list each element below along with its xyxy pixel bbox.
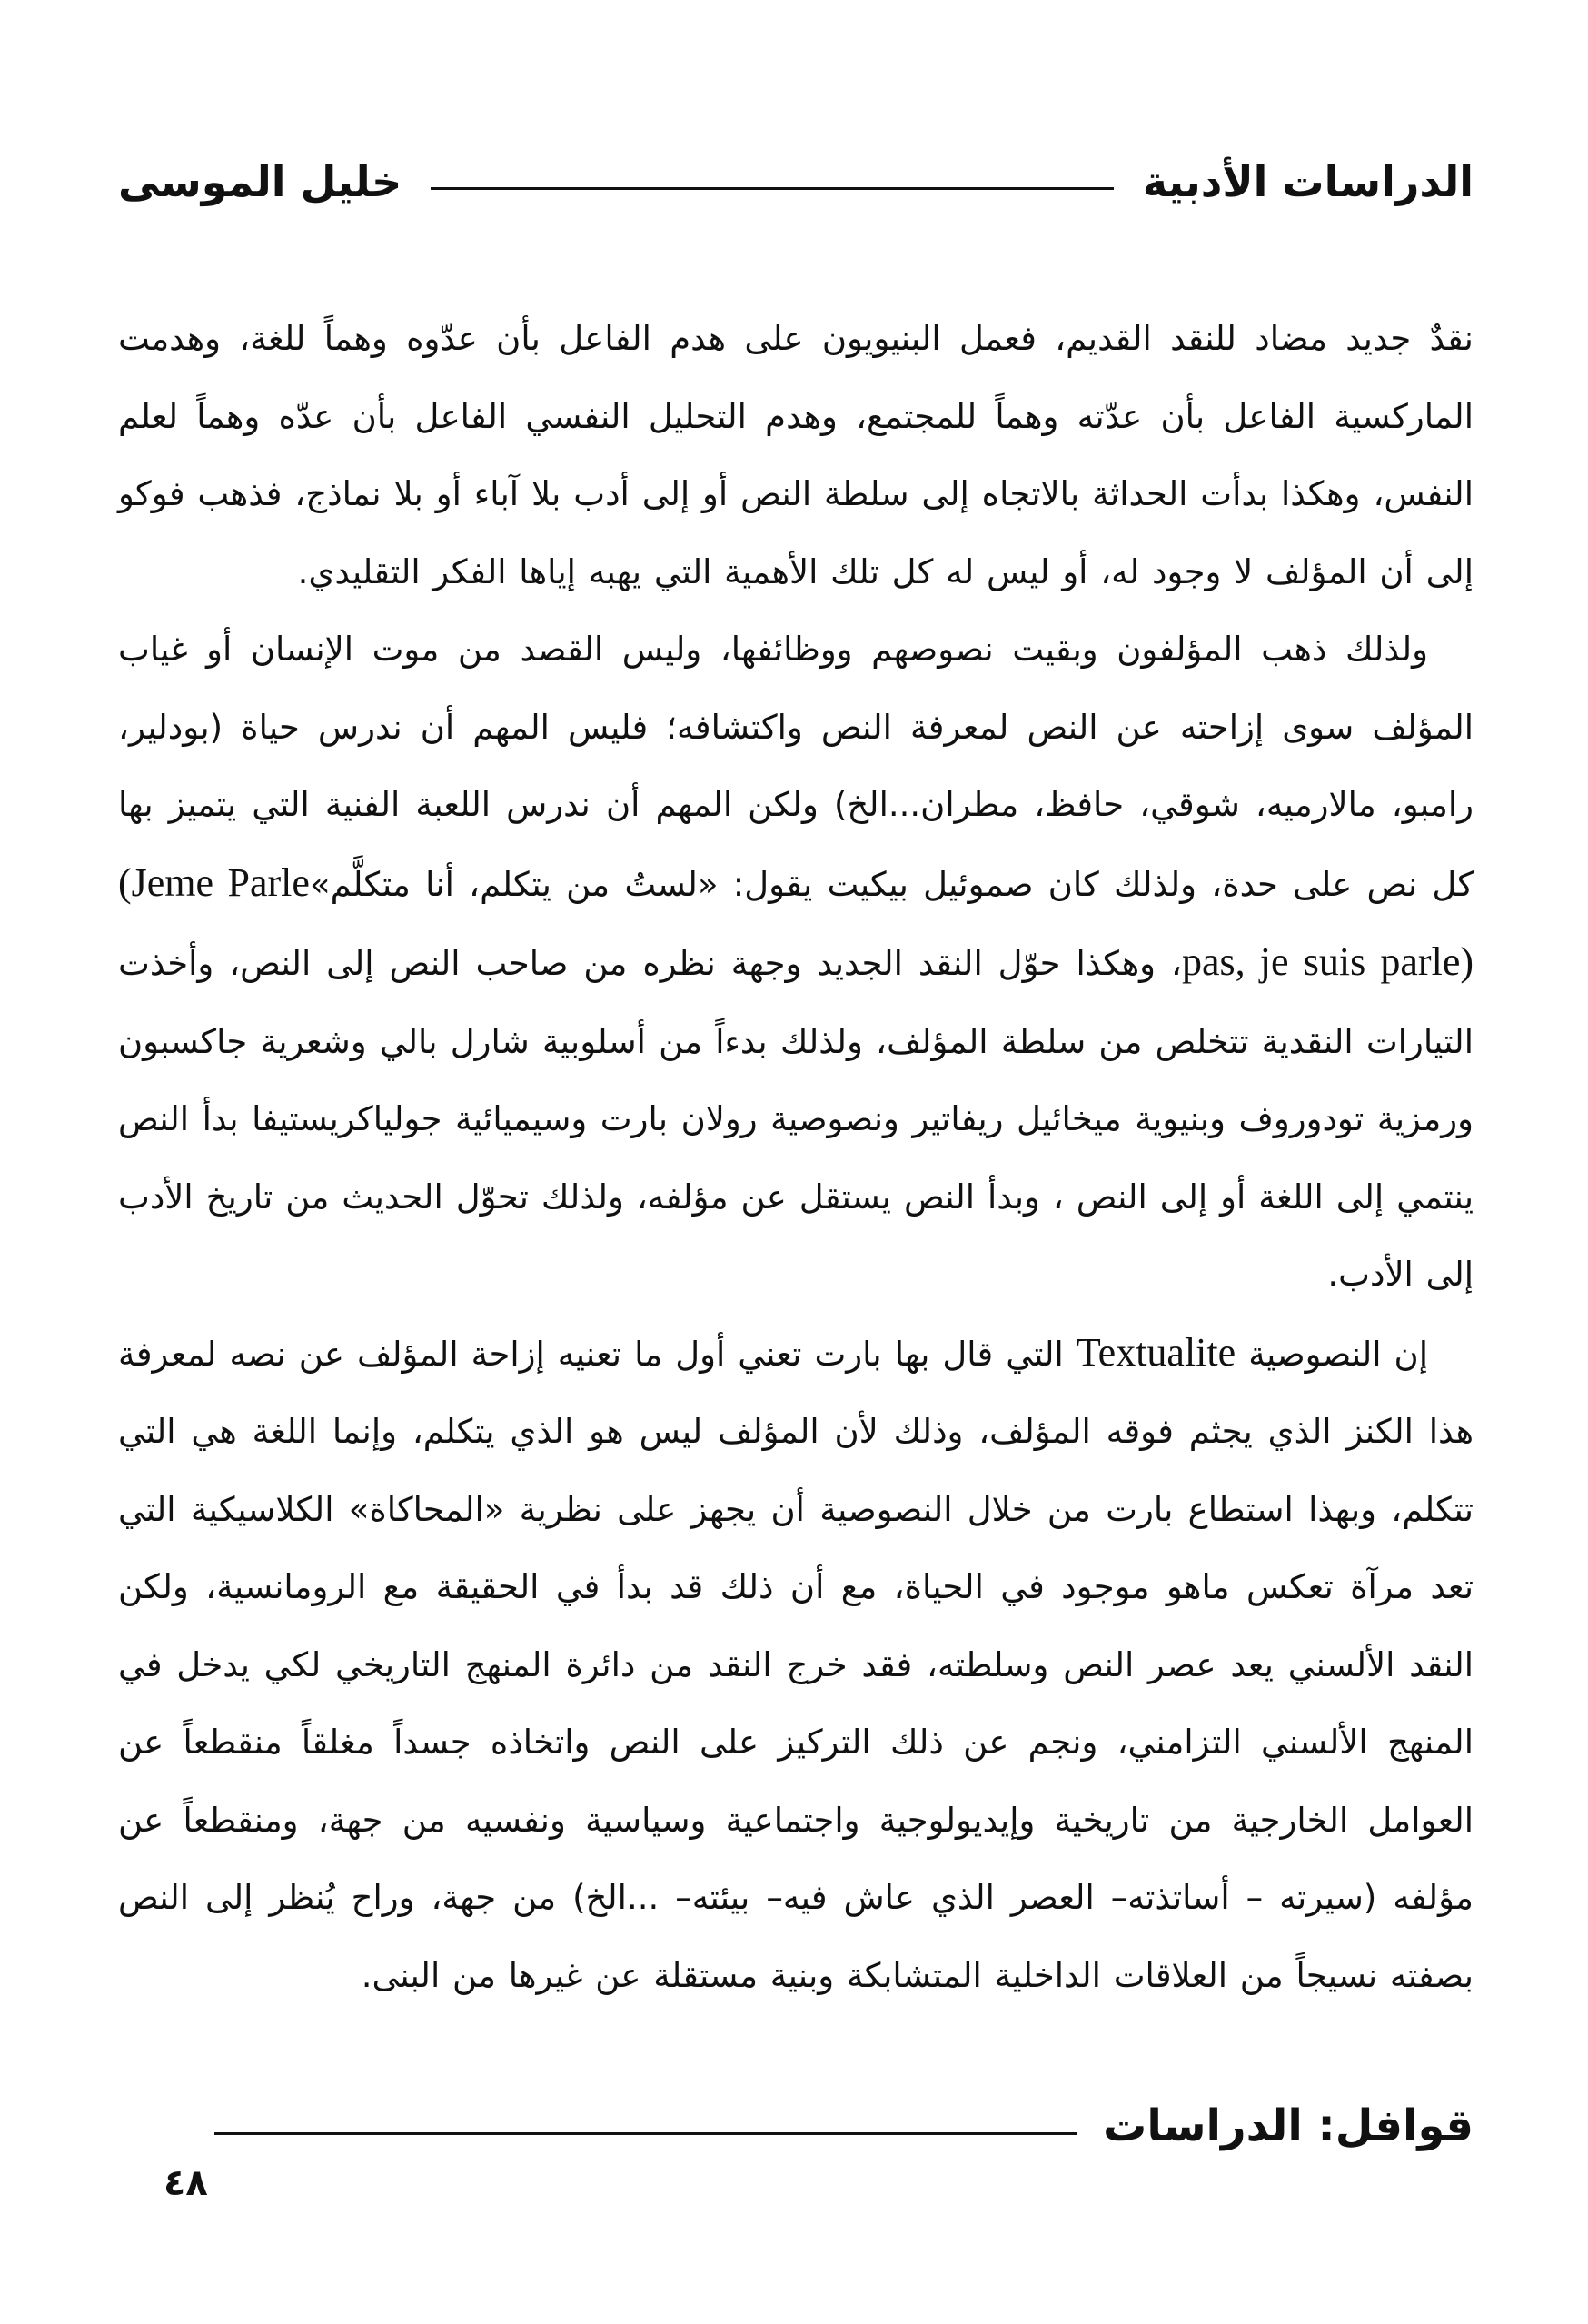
footer-rule [214, 2132, 1077, 2135]
paragraph-2 [118, 611, 1474, 1314]
header-rule [431, 187, 1114, 190]
latin-quote: (Jeme Parle pas, je suis parle) [118, 859, 1474, 984]
running-header [118, 145, 1474, 218]
paragraph-2-text-b: ، وهكذا حوّل النقد الجديد وجهة نظره من صاحب النص إلى النص، وأخذت التيارات النقدية تتخلص من سلطة المؤلف، ولذلك بدءاً من أسلوبية شارل بالي وشعرية جاكسبون ورمزية تودوروف وبنيوية ميخائيل ريفاتير ونصوصية رولان بارت وسيميائية جولياكريستيفا بدأ النص ينتمي إلى اللغة أو إلى النص ، وبدأ النص يستقل عن مؤلفه، ولذلك تحوّل الحديث من تاريخ الأدب إلى الأدب. [118, 944, 1474, 1294]
section-title: الدراسات الأدبية [1142, 157, 1474, 206]
running-footer [154, 2090, 1474, 2162]
page-number: ٤٨ [164, 2162, 208, 2204]
author-name: خليل الموسى [118, 157, 402, 206]
paragraph-3-text-b: التي قال بها بارت تعني أول ما تعنيه إزاحة المؤلف عن نصه لمعرفة هذا الكنز الذي يجثم فوقه المؤلف، وذلك لأن المؤلف ليس هو الذي يتكلم، وإنما اللغة هي التي تتكلم، وبهذا استطاع بارت من خلال النصوصية أن يجهز على نظرية «المحاكاة» الكلاسيكية التي تعد مرآة تعكس ماهو موجود في الحياة، مع أن ذلك قد بدأ في الحقيقة مع الرومانسية، ولكن النقد الألسني يعد عصر النص وسلطته، فقد خرج النقد من دائرة المنهج التاريخي لكي يدخل في المنهج الألسني التزامني، ونجم عن ذلك التركيز على النص واتخاذه جسداً مغلقاً منقطعاً عن العوامل الخارجية من تاريخية وإيديولوجية واجتماعية وسياسية ونفسيه من جهة، ومنقطعاً عن مؤلفه (سيرته – أساتذته– العصر الذي عاش فيه– بيئته– ...الخ) من جهة، وراح يُنظر إلى النص بصفته نسيجاً من العلاقات الداخلية المتشابكة وبنية مستقلة عن غيرها من البنى. [118, 1334, 1474, 1995]
paragraph-1: نقدٌ جديد مضاد للنقد القديم، فعمل البنيويون على هدم الفاعل بأن عدّوه وهماً للغة، وهدمت الماركسية الفاعل بأن عدّته وهماً للمجتمع، وهدم التحليل النفسي الفاعل بأن عدّه وهماً لعلم النفس، وهكذا بدأت الحداثة بالاتجاه إلى سلطة النص أو إلى أدب بلا آباء أو بلا نماذج، فذهب فوكو إلى أن المؤلف لا وجود له، أو ليس له كل تلك الأهمية التي يهبه إياها الفكر التقليدي. [118, 319, 1474, 591]
latin-term: Textualite [1076, 1329, 1236, 1375]
body-text [118, 300, 1474, 2014]
paragraph-2-text-a: ولذلك ذهب المؤلفون وبقيت نصوصهم ووظائفها، وليس القصد من موت الإنسان أو غياب المؤلف سوى إزاحته عن النص لمعرفة النص واكتشافه؛ فليس المهم أن ندرس حياة (بودلير، رامبو، مالارميه، شوقي، حافظ، مطران...الخ) ولكن المهم أن ندرس اللعبة الفنية التي يتميز بها كل نص على حدة، ولذلك كان صموئيل بيكيت يقول: «لستُ من يتكلم، أنا متكلَّم» [118, 630, 1474, 904]
paragraph-3-text-a: إن النصوصية [1248, 1334, 1428, 1374]
journal-title: قوافل: الدراسات [1103, 2101, 1474, 2151]
paragraph-3 [118, 1314, 1474, 2015]
